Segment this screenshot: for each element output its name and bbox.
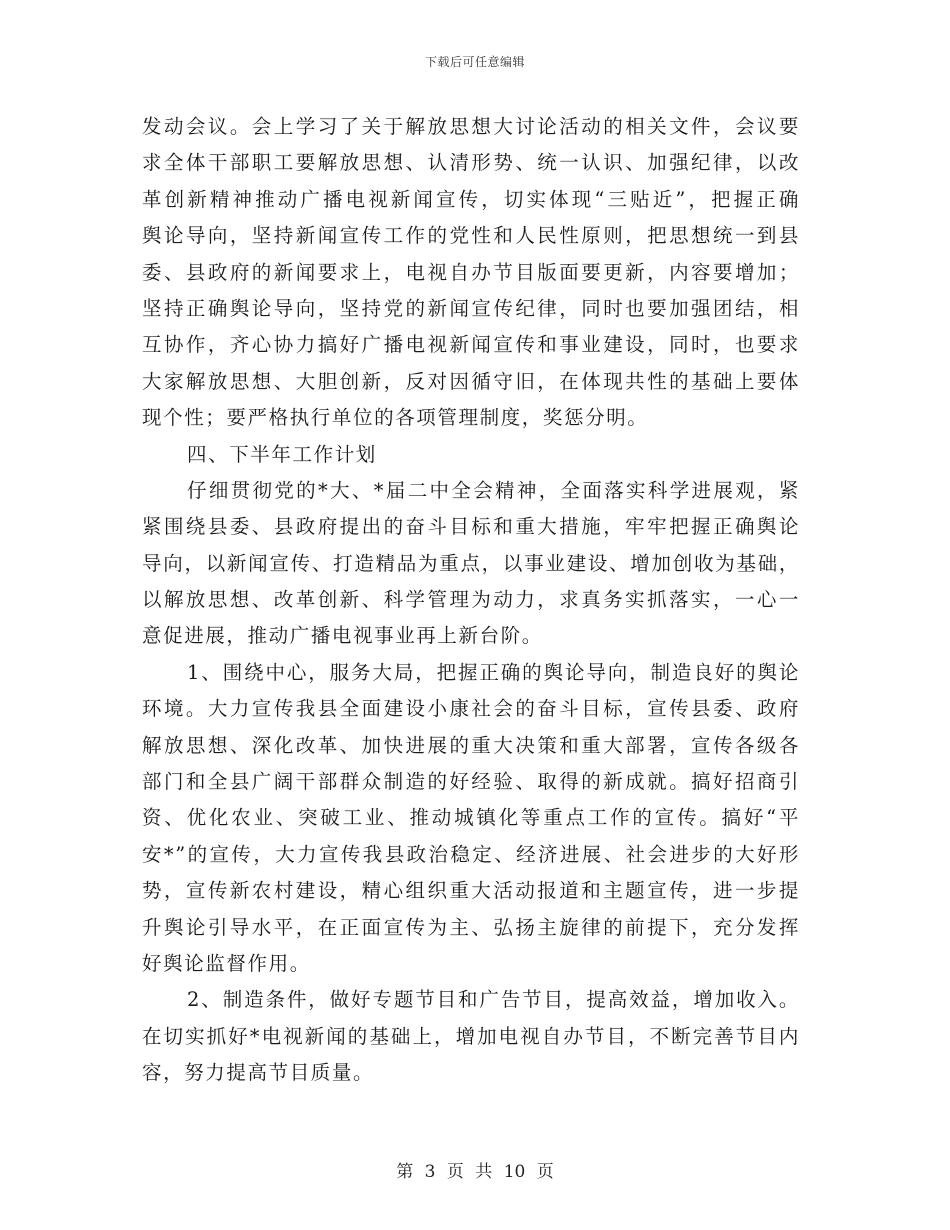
text-line: 1、围绕中心，服务大局，把握正确的舆论导向，制造良好的舆论 bbox=[187, 660, 800, 684]
paragraph bbox=[142, 982, 800, 1091]
text-line: 环境。大力宣传我县全面建设小康社会的奋斗目标，宣传县委、政府 bbox=[142, 697, 800, 721]
text-line: 四、下半年工作计划 bbox=[187, 442, 377, 466]
text-line: 大家解放思想、大胆创新，反对因循守旧，在体现共性的基础上要体 bbox=[142, 369, 800, 393]
text-line: 安*”的宣传，大力宣传我县政治稳定、经济进展、社会进步的大好形 bbox=[142, 842, 800, 866]
text-line: 委、县政府的新闻要求上，电视自办节目版面要更新，内容要增加； bbox=[142, 260, 800, 284]
text-line: 互协作，齐心协力搞好广播电视新闻宣传和事业建设，同时，也要求 bbox=[142, 333, 800, 357]
paragraph bbox=[142, 655, 800, 983]
text-line: 在切实抓好*电视新闻的基础上，增加电视自办节目，不断完善节目内 bbox=[142, 1024, 800, 1048]
text-line: 势，宣传新农村建设，精心组织重大活动报道和主题宣传，进一步提 bbox=[142, 879, 800, 903]
text-line: 好舆论监督作用。 bbox=[142, 951, 311, 975]
text-line: 资、优化农业、突破工业、推动城镇化等重点工作的宣传。搞好“平 bbox=[142, 806, 800, 830]
text-line: 容，努力提高节目质量。 bbox=[142, 1061, 375, 1085]
text-line: 仔细贯彻党的*大、*届二中全会精神，全面落实科学进展观，紧 bbox=[187, 478, 800, 502]
text-line: 现个性；要严格执行单位的各项管理制度，奖惩分明。 bbox=[142, 406, 649, 430]
page-footer: 第 3 页 共 10 页 bbox=[396, 1162, 554, 1182]
text-line: 发动会议。会上学习了关于解放思想大讨论活动的相关文件，会议要 bbox=[142, 115, 800, 138]
text-line: 革创新精神推动广播电视新闻宣传，切实体现“三贴近”，把握正确 bbox=[142, 187, 800, 211]
text-line: 意促进展，推动广播电视事业再上新台阶。 bbox=[142, 624, 543, 648]
text-line: 求全体干部职工要解放思想、认清形势、统一认识、加强纪律，以改 bbox=[142, 151, 800, 175]
document-body bbox=[142, 109, 800, 1092]
paragraph bbox=[142, 473, 800, 655]
page-header: 下载后可任意编辑 bbox=[424, 55, 525, 69]
text-line: 2、制造条件，做好专题节目和广告节目，提高效益，增加收入。 bbox=[187, 988, 800, 1012]
paragraph bbox=[142, 437, 800, 473]
text-line: 舆论导向，坚持新闻宣传工作的党性和人民性原则，把思想统一到县 bbox=[142, 224, 800, 248]
text-line: 坚持正确舆论导向，坚持党的新闻宣传纪律，同时也要加强团结，相 bbox=[142, 296, 800, 320]
text-line: 部门和全县广阔干部群众制造的好经验、取得的新成就。搞好招商引 bbox=[142, 770, 800, 794]
text-line: 升舆论引导水平，在正面宣传为主、弘扬主旋律的前提下，充分发挥 bbox=[142, 915, 800, 939]
text-line: 紧围绕县委、县政府提出的奋斗目标和重大措施，牢牢把握正确舆论 bbox=[142, 515, 800, 539]
text-line: 导向，以新闻宣传、打造精品为重点，以事业建设、增加创收为基础， bbox=[142, 551, 800, 575]
text-line: 解放思想、深化改革、加快进展的重大决策和重大部署，宣传各级各 bbox=[142, 733, 800, 757]
text-line: 以解放思想、改革创新、科学管理为动力，求真务实抓落实，一心一 bbox=[142, 588, 800, 612]
paragraph bbox=[142, 109, 800, 437]
